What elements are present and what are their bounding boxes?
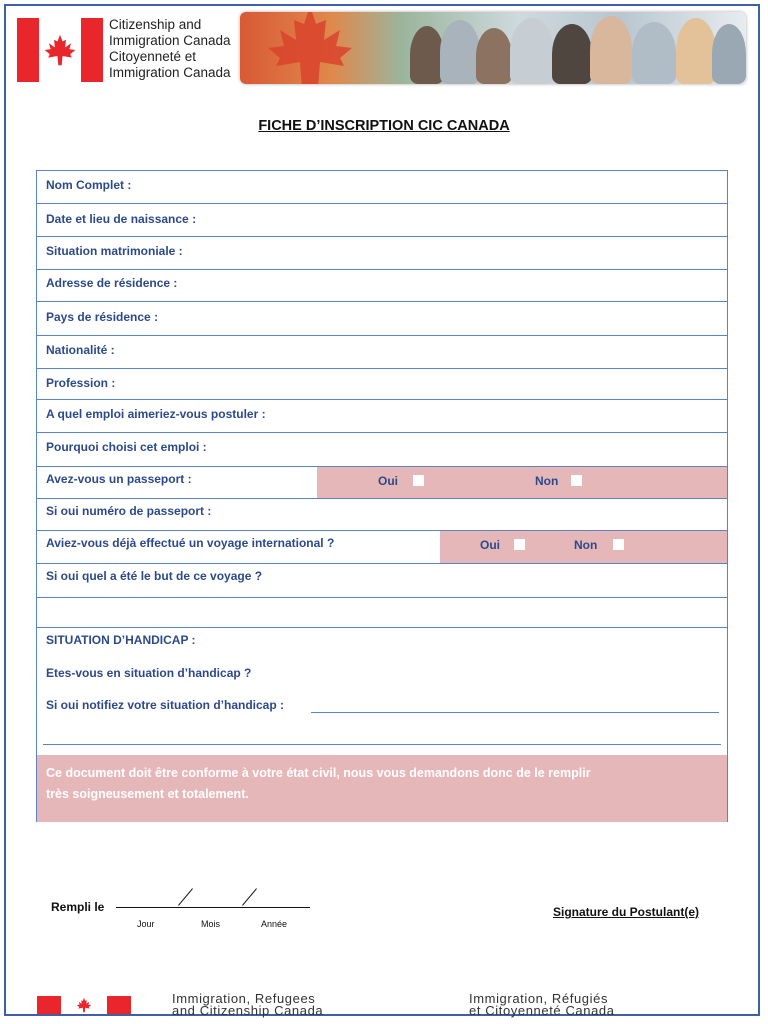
mois-label: Mois [201, 919, 221, 929]
field-but-voyage-continued[interactable] [37, 598, 727, 628]
field-nationalite[interactable]: Nationalité : [37, 336, 727, 369]
passeport-oui-label: Oui [378, 474, 398, 488]
voyage-oui-label: Oui [480, 538, 500, 552]
signature-label: Signature du Postulant(e) [553, 905, 700, 919]
field-pays-residence[interactable]: Pays de résidence : [37, 302, 727, 336]
page-title: FICHE D’INSCRIPTION CIC CANADA [258, 118, 510, 134]
field-adresse-residence[interactable]: Adresse de résidence : [37, 270, 727, 302]
field-profession[interactable]: Profession : [37, 369, 727, 400]
footer-flag-logo [37, 996, 131, 1014]
voyage-oui-checkbox[interactable] [514, 539, 525, 550]
handicap-notif-line[interactable] [311, 712, 719, 713]
handicap-question: Etes-vous en situation d’handicap ? [46, 666, 252, 680]
maple-leaf-icon [43, 33, 77, 67]
field-numero-passeport[interactable]: Si oui numéro de passeport : [37, 499, 727, 531]
field-passeport: Avez-vous un passeport : Oui Non [37, 467, 727, 499]
field-situation-matrimoniale[interactable]: Situation matrimoniale : [37, 237, 727, 270]
agency-name: Citizenship and Immigration Canada Citoyenneté et Immigration Canada [109, 17, 231, 80]
handicap-notif-label: Si oui notifiez votre situation d’handicap : [46, 698, 285, 712]
canada-flag-logo [17, 18, 103, 82]
voyage-non-checkbox[interactable] [613, 539, 624, 550]
handicap-notif-line-2[interactable] [43, 744, 721, 745]
field-but-voyage[interactable]: Si oui quel a été le but de ce voyage ? [37, 564, 727, 598]
passeport-non-checkbox[interactable] [571, 475, 582, 486]
registration-form [36, 170, 728, 822]
handicap-title: SITUATION D’HANDICAP : [46, 633, 196, 647]
field-voyage-international: Aviez-vous déjà effectué un voyage international ? Oui Non [37, 531, 727, 564]
date-field-line[interactable] [116, 907, 310, 908]
passeport-non-label: Non [535, 474, 559, 488]
field-pourquoi-emploi[interactable]: Pourquoi choisi cet emploi : [37, 433, 727, 467]
jour-label: Jour [137, 919, 155, 929]
rempli-le-label: Rempli le [51, 900, 105, 914]
maple-leaf-banner-icon [240, 12, 380, 84]
annee-label: Année [261, 919, 288, 929]
footer-agency-fr: Immigration, Réfugiés et Citoyenneté Canada [469, 991, 615, 1018]
passeport-oui-checkbox[interactable] [413, 475, 424, 486]
field-nom-complet[interactable]: Nom Complet : [37, 171, 727, 204]
instruction-note: Ce document doit être conforme à votre état civil, nous vous demandons donc de le remplir très soigneusement et totalement. [37, 755, 727, 822]
maple-leaf-icon [76, 997, 92, 1013]
header-banner-image [240, 12, 746, 84]
footer-agency-en: Immigration, Refugees and Citizenship Canada [172, 991, 324, 1018]
field-date-lieu-naissance[interactable]: Date et lieu de naissance : [37, 204, 727, 237]
field-emploi-souhaite[interactable]: A quel emploi aimeriez-vous postuler : [37, 400, 727, 433]
voyage-non-label: Non [574, 538, 598, 552]
